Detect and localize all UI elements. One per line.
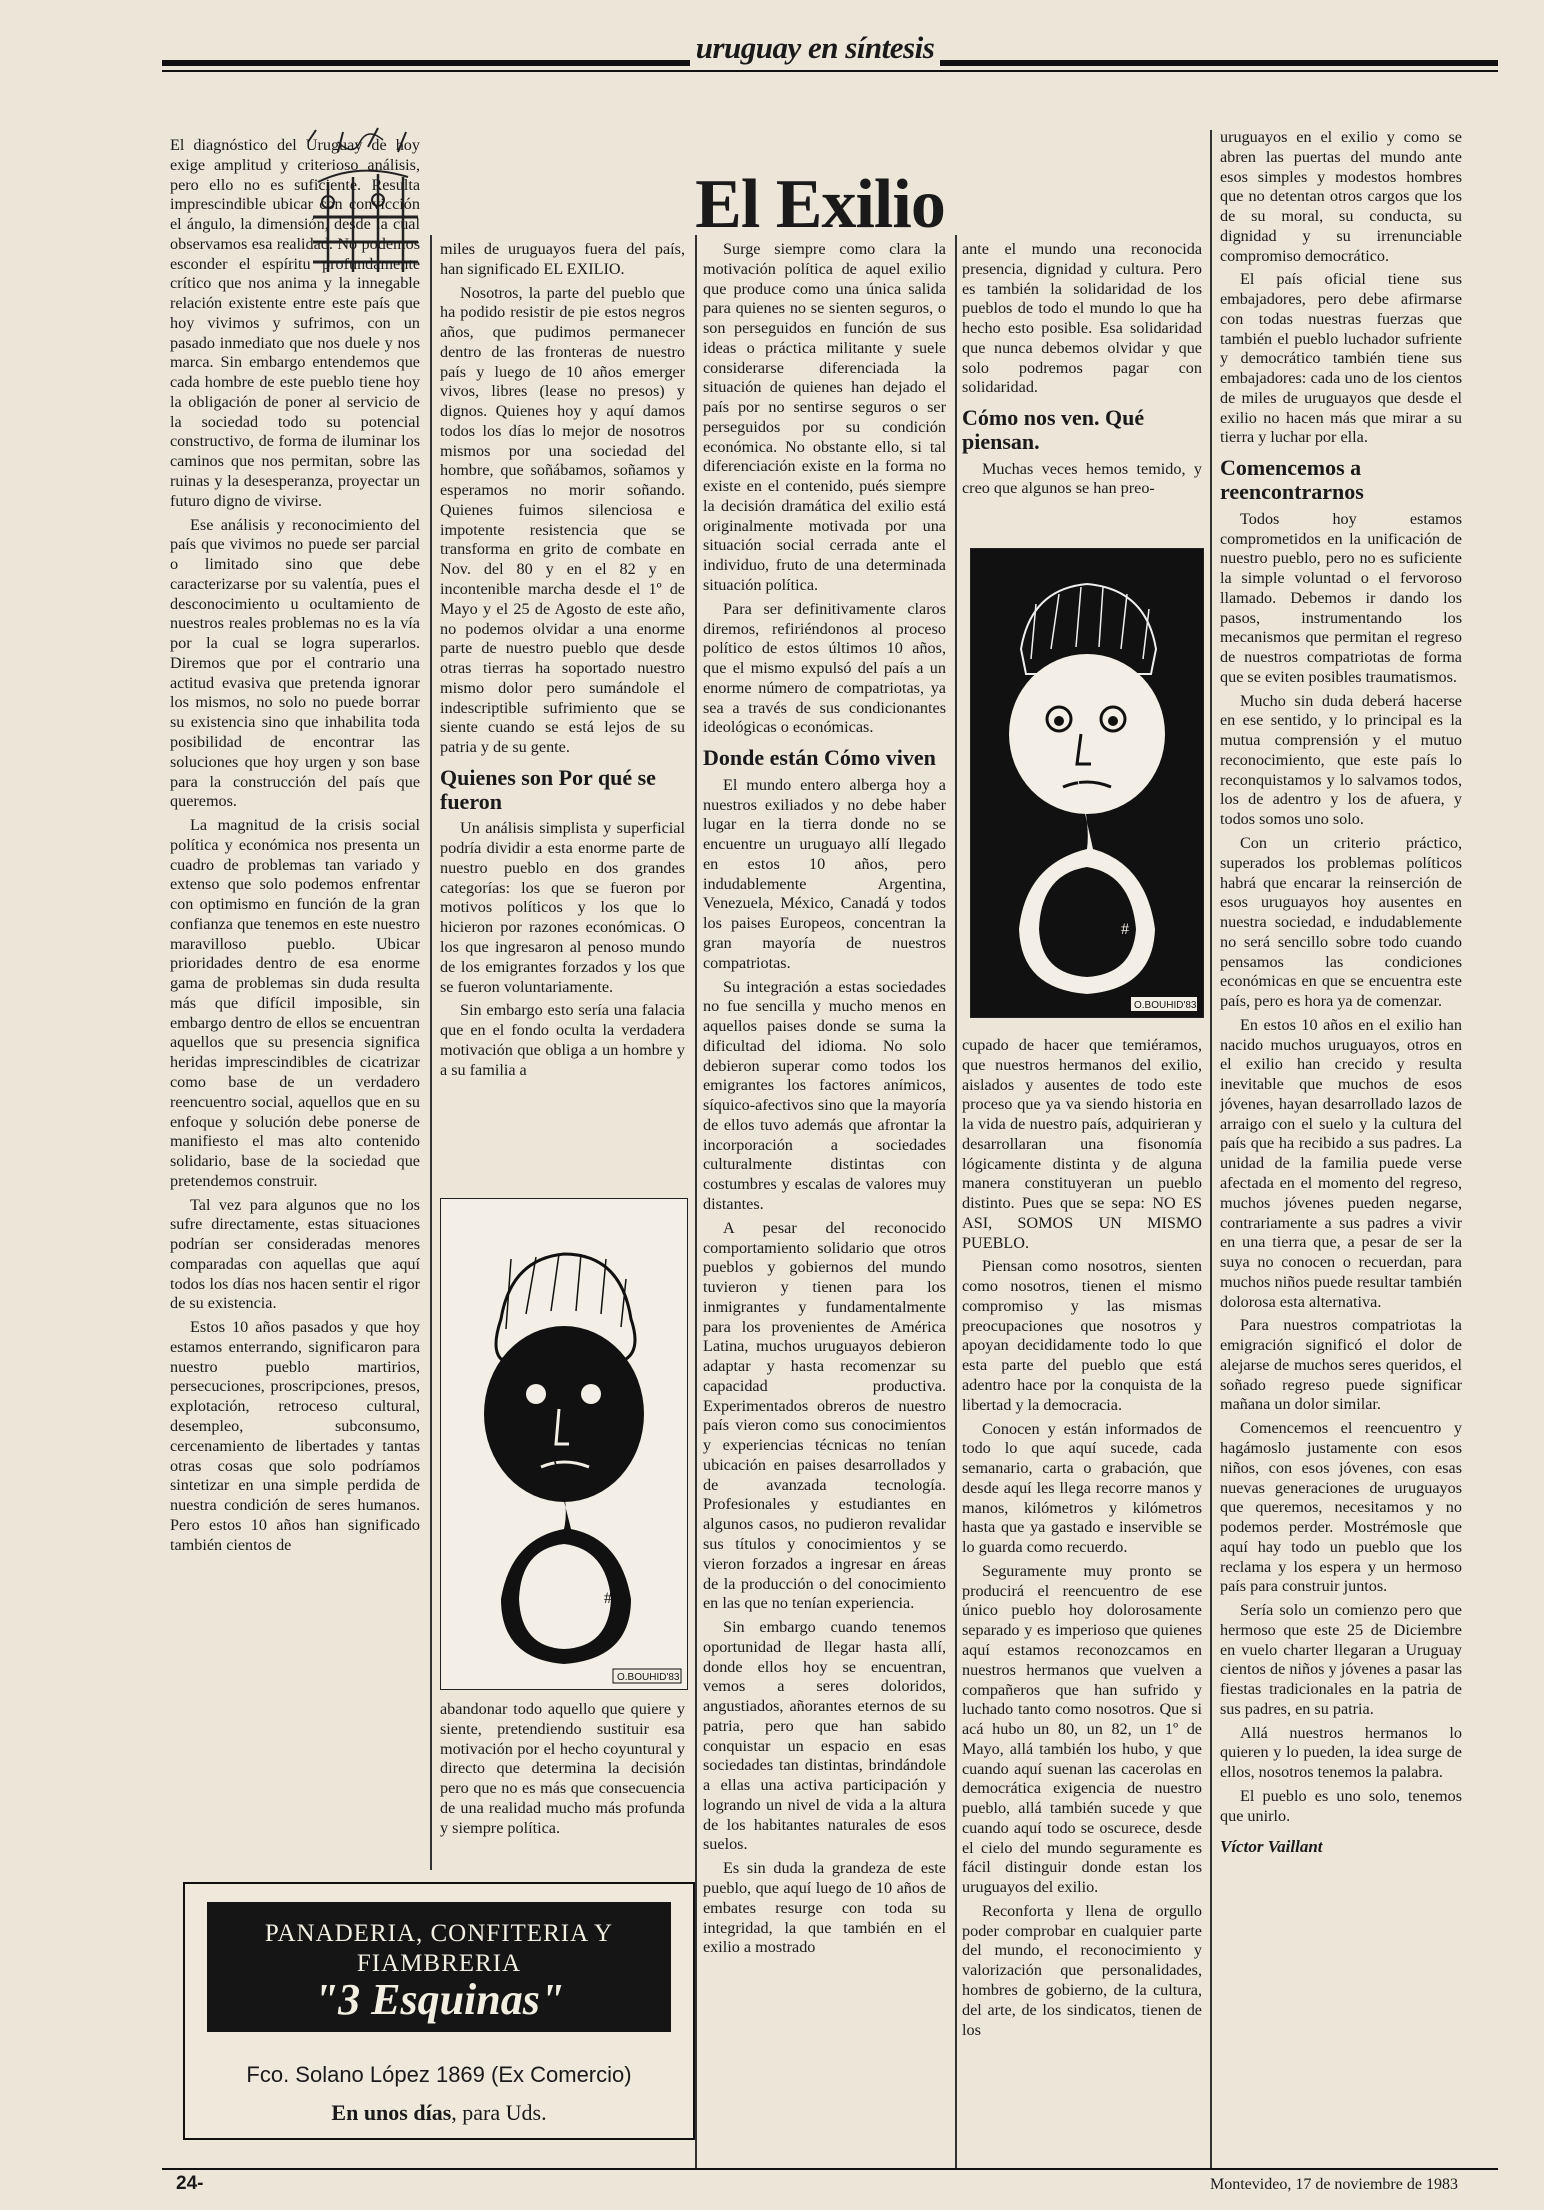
- page-number: 24-: [176, 2173, 204, 2194]
- ad-line-2: FIAMBRERIA: [356, 1950, 522, 1977]
- paragraph: Sin embargo cuando tenemos oportunidad de llegar hasta allí, donde ellos hoy se encuentran, vemos a seres doloridos, angustiados, añorantes eternos de su patria, pero que han sabido conquistar un espacio en esas sociedades tan distintas, brindándole a ellas una activa participación y logrando un nivel de vida a la altura de los habitantes naturales de esos suelos.: [703, 1618, 946, 1854]
- subheading: Donde están Cómo viven: [703, 745, 936, 771]
- paragraph: Surge siempre como clara la motivación política de aquel exilio que produce como una única salida para quienes no se sienten seguros, o son perseguidos en función de sus ideas o práctica militante y suele considerarse diferenciada la situación de quienes han dejado el país por no sentirse seguros o ser perseguidos por su condición económica. No obstante ello, si tal diferenciación existe en la forma no existe en el contenido, pués siempre la decisión dramática del exilio está originalmente motivada por una situación social cerrada ante el individuo, fruto de una determinada situación política.: [703, 240, 946, 595]
- illustration-signature: O.BOUHID'83: [1134, 1000, 1197, 1011]
- column-rule: [430, 235, 432, 1870]
- column-4: [962, 240, 1202, 503]
- ad-tagline: [185, 2100, 693, 2126]
- paragraph: El país oficial tiene sus embajadores, pero debe afirmarse con todas nuestras fuerzas que también el pueblo luchador sufriente y democrático también tiene sus embajadores: cada uno de los cientos de miles de uruguayos que desde el exilio no hacen más que mirar a su tierra y luchar por ella.: [1220, 270, 1462, 447]
- paragraph: A pesar del reconocido comportamiento solidario que otros pueblos y gobiernos del mundo tuvieron y tienen para los inmigrantes y fundamentalmente para los provenientes de América Latina, muchos uruguayos debieron adaptar y hasta recomenzar su capacidad productiva. Experimentados obreros de nuestro país vieron como sus conocimientos y experiencias técnicas no tenían ubicación en paises desarrollados y de avanzada tecnología. Profesionales y estudiantes en algunos casos, no pudieron revalidar sus títulos y conocimientos y se vieron forzados a ingresar en áreas de la producción o del conocimiento en las que no tenían experiencia.: [703, 1218, 946, 1613]
- paragraph: Piensan como nosotros, sienten como nosotros, tienen el mismo compromiso y las mismas preocupaciones que nosotros y apoyan decididamente todo lo que esta parte del pueblo que está adentro hace por la conquista de la libertad y la democracia.: [962, 1257, 1202, 1414]
- column-2: [440, 240, 685, 1084]
- paragraph: La magnitud de la crisis social política y económica nos presenta un cuadro de problemas tan variado y extenso que solo podemos enfrentar con optimismo en función de la gran confianza que tenemos en este nuestro maravilloso pueblo. Ubicar prioridades dentro de esa enorme gama de problemas sin duda resulta más que difícil imposible, sin embargo dentro de ellos se encuentran aquellos que su presencia significa heridas imprescindibles de cicatrizar como base de un verdadero reencuentro social, aquellos que en su enfoque y solución debe ponerse de manifiesto el mas alto contenido solidario, base de la sociedad que pretendemos construir.: [170, 816, 420, 1190]
- paragraph: Allá nuestros hermanos lo quieren y lo pueden, la idea surge de ellos, nosotros tenemos la palabra.: [1220, 1723, 1462, 1782]
- paragraph: Seguramente muy pronto se producirá el reencuentro de ese único pueblo hoy dolorosamente separado y es imperioso que quienes aquí estamos reconozcamos en nuestros hermanos que vuelven a compañeros que han sufrido y luchado tanto como nosotros. Que si acá hubo un 80, un 82, un 1º de Mayo, allá también los hubo, y que cuando aquí suenan las cacerolas en democrática exigencia de nuestro pueblo, allá también sucede y que cuando aquí todo se oscurece, desde el cielo del mundo seguramente es fácil distinguir donde estan los uruguayos del exilio.: [962, 1561, 1202, 1897]
- column-4-bottom: [962, 1036, 1202, 2044]
- ad-tagline-rest: , para Uds.: [451, 2100, 547, 2125]
- paragraph: En estos 10 años en el exilio han nacido muchos uruguayos, otros en el exilio han crecido y resulta inevitable que muchos de esos jóvenes, hayan desarrollado lazos de arraigo con el suelo y la cultura del país que ha recibido a sus padres. La unidad de la familia puede verse afectada en el momento del regreso, muchos jóvenes pueden negarse, contrariamente a sus padres a vivir en una tierra que, a pesar de ser la suya no conocen o recuerdan, para muchos niños puede resultar también dolorosa esta alternativa.: [1220, 1015, 1462, 1311]
- section-title: uruguay en síntesis: [690, 30, 940, 66]
- column-rule: [955, 235, 957, 2170]
- subheading: Comencemos a reencontrarnos: [1220, 455, 1364, 504]
- paragraph: cupado de hacer que temiéramos, que nuestros hermanos del exilio, aislados y ausentes de todo este proceso que ya va siendo historia en la vida de nuestro país, adquirieran y desarrollaran una fisonomía lógicamente distinta y de alguna manera constituyeran un pueblo distinto. Pues que se sepa: NO ES ASI, SOMOS UN MISMO PUEBLO.: [962, 1036, 1202, 1252]
- subheading: Quienes son Por qué se fueron: [440, 764, 656, 814]
- paragraph: Mucho sin duda deberá hacerse en ese sentido, y lo principal es la mutua comprensión y el mutuo reconocimiento, que este país lo reconquistamos y lo salvamos todos, los de adentro y los de afuera, y todos somos uno solo.: [1220, 691, 1462, 829]
- column-2-bottom: [440, 1700, 685, 1842]
- paragraph: Sin embargo esto sería una falacia que en el fondo oculta la verdadera motivación que obliga a un hombre y a su familia a: [440, 1001, 685, 1079]
- paragraph: Es sin duda la grandeza de este pueblo, que aquí luego de 10 años de embates resurge con toda su integridad, la que también en el exilio a mostrado: [703, 1859, 946, 1957]
- paragraph: miles de uruguayos fuera del país, han significado EL EXILIO.: [440, 240, 685, 278]
- svg-text:#: #: [1121, 921, 1129, 938]
- column-rule: [1210, 130, 1212, 2170]
- face-drawing: [441, 1199, 687, 1689]
- dateline: Montevideo, 17 de noviembre de 1983: [1210, 2176, 1458, 2193]
- weeping-face-illustration: [970, 548, 1204, 1018]
- author-signature: Víctor Vaillant: [1220, 1836, 1323, 1856]
- ad-address: Fco. Solano López 1869 (Ex Comercio): [246, 2062, 632, 2087]
- paragraph: Comencemos el reencuentro y hagámoslo justamente con esos niños, con esos jóvenes, con esas nuevas generaciones de uruguayos que queremos, necesitamos y no podemos perder. Mostrémosle que aquí hay todo un pueblo que los reclama y los espera y un hermoso país para construir juntos.: [1220, 1419, 1462, 1596]
- paragraph: ante el mundo una reconocida presencia, dignidad y cultura. Pero es también la solidaridad de los pueblos de todo el mundo lo que ha hecho esto posible. Esa solidaridad que nunca debemos olvidar y que solo podremos pagar con solidaridad.: [962, 240, 1202, 397]
- ad-brand-logo: "3 Esquinas": [313, 1975, 565, 2024]
- paragraph: Ese análisis y reconocimiento del país que vivimos no puede ser parcial o limitado sino que debe caracterizarse por su valentía, pues el desconocimiento u ocultamiento de nuestros reales problemas no es la vía por la cual se logra superarlos. Diremos que por el contrario una actitud evasiva que pretenda ignorar los mismos, no solo no puede borrar su existencia sino que inhabilita toda posibilidad de encontrar las soluciones que hoy urgen y son base para la construcción del país que queremos.: [170, 515, 420, 811]
- paragraph: Estos 10 años pasados y que hoy estamos enterrando, significaron para nuestro pueblo martirios, persecuciones, proscripciones, presos, explotación, retroceso cultural, desempleo, subconsumo, cercenamiento de libertades y tantas otras cosas que solo podríamos sintetizar en una simple perdida de nuestra condición de seres humanos. Pero estos 10 años han significado también cientos de: [170, 1318, 420, 1554]
- paragraph: Su integración a estas sociedades no fue sencilla y mucho menos en aquellos paises donde se suma la dificultad del idioma. No solo debieron superar como todos los emigrantes los factores anímicos, síquico-afectivos sino que la mayoría de ellos tuvo además que afrontar la incorporación a sociedades culturalmente distintas con costumbres y escalas de valores muy distantes.: [703, 977, 946, 1213]
- article-title: El Exilio: [695, 165, 945, 243]
- subheading: Cómo nos ven. Qué piensan.: [962, 405, 1145, 454]
- paragraph: Muchas veces hemos temido, y creo que algunos se han preo-: [962, 459, 1202, 498]
- header-rule-thin: [162, 70, 1498, 72]
- paragraph: Reconforta y llena de orgullo poder comprobar en cualquier parte del mundo, el reconocimiento y valorización que personalidades, hombres de gobierno, de la cultura, del arte, de los sindicatos, tienen de los: [962, 1901, 1202, 2039]
- column-5: [1220, 128, 1462, 1857]
- paragraph: Conocen y están informados de todo lo que aquí sucede, cada semanario, carta o grabación, que desde aquí les llega recorre manos y manos, kilómetros y kilómetros hasta que ya gastado e inservible se lo guarda como recuerdo.: [962, 1419, 1202, 1557]
- paragraph: Todos hoy estamos comprometidos en la unificación de nuestro pueblo, pero no es suficiente la simple voluntad o el fervoroso llamado. Debemos ir dando los pasos, instrumentando los mecanismos que permitan el regreso de nuestros compatriotas de forma que se eviten posibles traumatismos.: [1220, 509, 1462, 686]
- face-drawing: [971, 549, 1203, 1017]
- bakery-advertisement: [183, 1882, 695, 2140]
- weeping-face-illustration: [440, 1198, 688, 1690]
- paragraph: Un análisis simplista y superficial podría dividir a esta enorme parte de nuestro pueblo en dos grandes categorías: los que se fueron por motivos políticos y los que lo hicieron por razones económicas. O los que ingresaron al penoso mundo de los emigrantes forzados y los que se fueron voluntariamente.: [440, 819, 685, 996]
- ad-banner: [207, 1902, 671, 2032]
- paragraph: Para ser definitivamente claros diremos, refiriéndonos al proceso político de estos últimos 10 años, que el mismo expulsó del país a un enorme número de compatriotas, ya sea a través de sus condicionantes ideológicas o económicas.: [703, 599, 946, 737]
- paragraph: uruguayos en el exilio y como se abren las puertas del mundo ante esos simples y modestos hombres que no detentan otros cargos que los de su moral, su conducta, su dignidad y su irrenunciable compromiso democrático.: [1220, 128, 1462, 265]
- paragraph: Para nuestros compatriotas la emigración significó el dolor de alejarse de muchos seres queridos, el soñado regreso puede significar mañana un dolor similar.: [1220, 1316, 1462, 1414]
- paragraph: El diagnóstico del Uruguay de hoy exige amplitud y criterioso análisis, pero ello no es suficiente. Resulta imprescindible ubicar con convicción el ángulo, la dimensión, desde la cual observamos esa realidad. No podemos esconder el espíritu profundamente crítico que nos anima y la innegable relación existente entre este país que hoy vivimos y sufrimos, con un pasado inmediato que nos duele y nos marca. Sin embargo entendemos que cada hombre de este pueblo tiene hoy la obligación de poner al servicio de la sociedad todo su potencial constructivo, de forma de iluminar los caminos que nos permitan, sobre las ruinas y la desesperanza, proyectar un futuro digno de vivirse.: [170, 136, 420, 510]
- paragraph: Con un criterio práctico, superados los problemas políticos habrá que encarar la reinserción de esos uruguayos hoy ausentes en nuestra sociedad, e indudablemente no será sencillo sobre todo cuando pensamos las condiciones económicas en que se encuentra este país, pero es hora ya de comenzar.: [1220, 834, 1462, 1011]
- ad-line-1: PANADERIA, CONFITERIA Y: [264, 1920, 614, 1947]
- paragraph: El mundo entero alberga hoy a nuestros exiliados y no debe haber lugar en la tierra donde no se encuentre un uruguayo allí llegado en estos 10 años, pero indudablemente Argentina, Venezuela, México, Canadá y todos los paises Europeos, concentran la gran mayoría de nuestros compatriotas.: [703, 775, 946, 972]
- footer-rule: [162, 2168, 1498, 2170]
- paragraph: Tal vez para algunos que no los sufre directamente, estas situaciones podrían ser consideradas menores comparadas con aquellas que aquí todos los días nos hacen sentir el rigor de su existencia.: [170, 1195, 420, 1313]
- ad-tagline-bold: En unos días: [331, 2100, 452, 2125]
- illustration-signature: O.BOUHID'83: [617, 1672, 680, 1683]
- paragraph: Nosotros, la parte del pueblo que ha podido resistir de pie estos negros años, que pudimos permanecer dentro de las fronteras de nuestro país y luego de 10 años emerger vivos, libres (lease no presos) y dignos. Quienes hoy y aquí damos todos los días lo mejor de nosotros mismos por una sociedad del hombre, que soñábamos, soñamos y esperamos no morir soñando. Quienes fuimos silenciosa e impotente resistencia que se transforma en grito de combate en Nov. del 80 y en el 82 y en incontenible marcha desde el 1º de Mayo y el 25 de Agosto de este año, no podemos olvidar a una enorme parte de nuestro pueblo que desde otras tierras ha soportado nuestro mismo dolor pero sumándole el indescriptible sufrimiento que se siente cuando se está lejos de su patria y de su gente.: [440, 283, 685, 757]
- column-3: [703, 240, 946, 1962]
- column-rule: [695, 235, 697, 2170]
- svg-text:#: #: [604, 1590, 612, 1607]
- column-1: [170, 136, 420, 1559]
- paragraph: Sería solo un comienzo pero que hermoso que este 25 de Diciembre en vuelo charter llegaran a Uruguay cientos de niños y jóvenes a pasar las fiestas tradicionales en la patria de sus padres, en su patria.: [1220, 1601, 1462, 1718]
- paragraph: El pueblo es uno solo, tenemos que unirlo.: [1220, 1786, 1462, 1825]
- paragraph: abandonar todo aquello que quiere y siente, pretendiendo sustituir esa motivación por el hecho coyuntural y directo que determina la decisión pero que no es más que consecuencia de una realidad mucho más profunda y siempre política.: [440, 1700, 685, 1837]
